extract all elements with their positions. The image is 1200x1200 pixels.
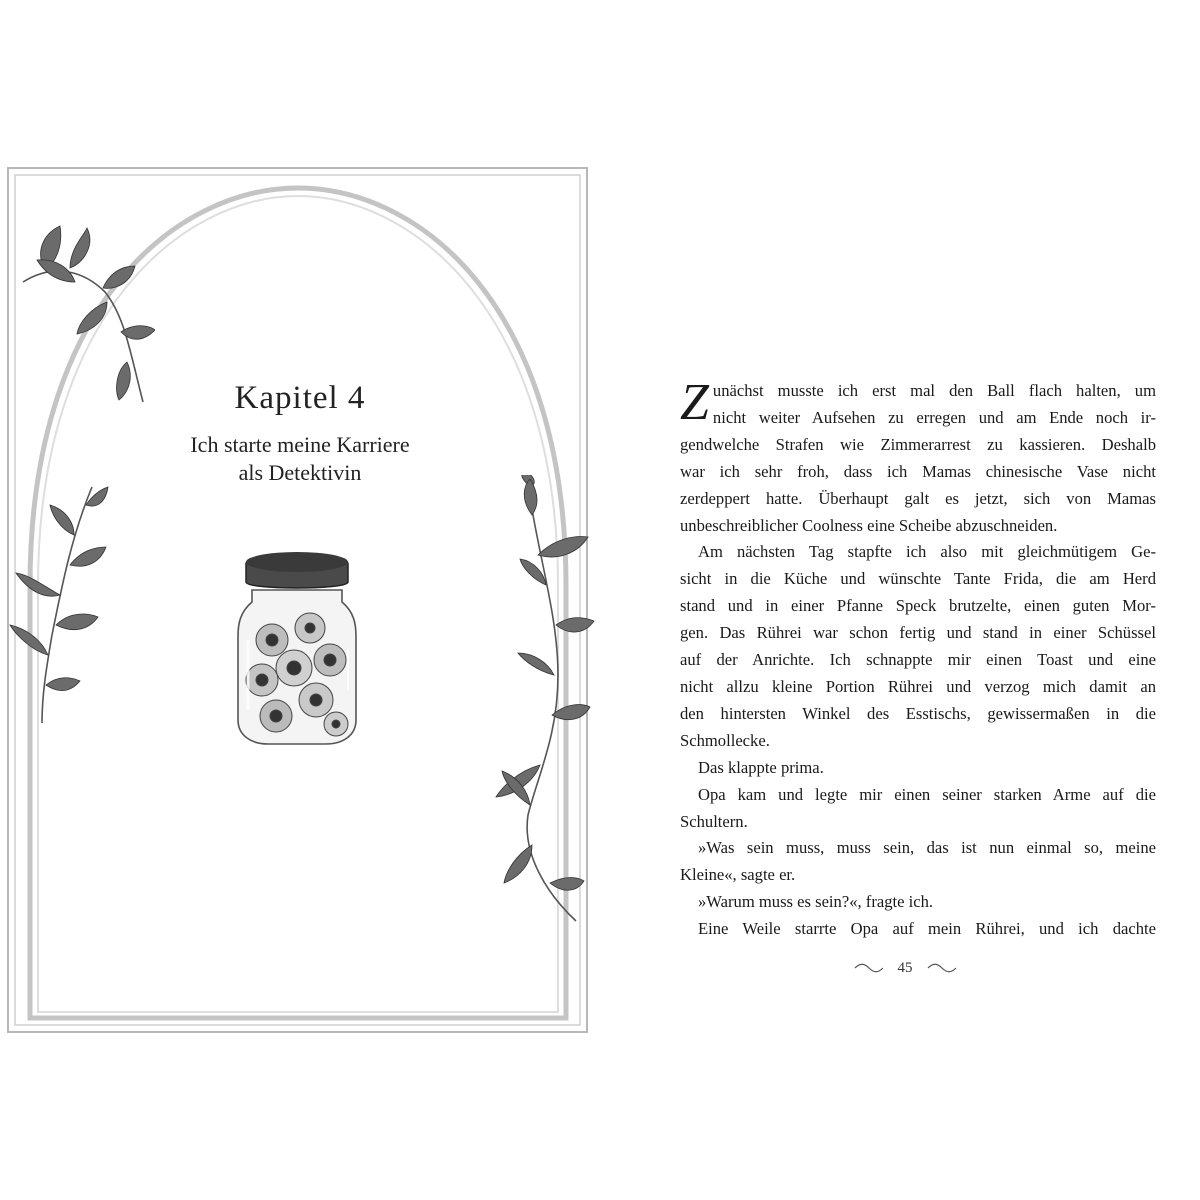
paragraph-1 xyxy=(680,374,1156,539)
right-page-text xyxy=(680,374,1156,943)
text-line: zerdeppert hatte. Überhaupt galt es jetzt, sich von Mamas xyxy=(680,488,1156,508)
text-line: unbeschreiblicher Coolness eine Scheibe abzuschneiden. xyxy=(680,515,1058,535)
text-line: stand und in einer Pfanne Speck brutzelte, einen guten Mor- xyxy=(680,596,1156,616)
text-line: unächst musste ich erst mal den Ball flach halten, um xyxy=(712,381,1156,400)
text-line: gendwelche Strafen wie Zimmerarrest zu kassieren. Deshalb xyxy=(680,434,1156,454)
text-line: Schmollecke. xyxy=(680,730,770,750)
text-line: Kleine«, sagte er. xyxy=(680,865,796,885)
swash-left-icon xyxy=(854,962,884,974)
paragraph-5 xyxy=(680,835,1156,889)
paragraph-6 xyxy=(680,889,1156,916)
leaf-vine-right-icon xyxy=(458,475,598,925)
page-number-footer xyxy=(840,956,970,980)
chapter-label: Kapitel 4 xyxy=(234,380,366,416)
text-line: war ich sehr froh, dass ich Mamas chinesische Vase nicht xyxy=(680,461,1156,481)
chapter-title-line2: als Detektivin xyxy=(238,460,362,485)
eyeball-jar-icon xyxy=(232,540,362,750)
paragraph-7 xyxy=(680,916,1156,943)
leaf-vine-left-icon xyxy=(2,485,122,725)
text-line: den hintersten Winkel des Esstischs, gewissermaßen in die xyxy=(680,703,1156,723)
text-line: »Was sein muss, muss sein, das ist nun einmal so, meine xyxy=(698,838,1156,858)
drop-cap: Z xyxy=(680,374,709,431)
chapter-title-line1: Ich starte meine Karriere xyxy=(190,432,410,457)
swash-right-icon xyxy=(927,962,957,974)
text-line: Eine Weile starrte Opa auf mein Rührei, und ich dachte xyxy=(698,919,1156,939)
text-line: Das klappte prima. xyxy=(698,757,824,777)
text-line: Opa kam und legte mir einen seiner starken Arme auf die xyxy=(698,784,1156,804)
text-line: Schultern. xyxy=(680,811,748,831)
paragraph-3 xyxy=(680,755,1156,782)
text-line: »Warum muss es sein?«, fragte ich. xyxy=(698,892,934,912)
text-line: auf der Anrichte. Ich schnappte mir einen Toast und eine xyxy=(680,650,1156,670)
text-line: gen. Das Rührei war schon fertig und stand in einer Schüssel xyxy=(680,623,1156,643)
text-line: sicht in die Küche und wünschte Tante Frida, die am Herd xyxy=(680,569,1156,589)
paragraph-2 xyxy=(680,539,1156,754)
text-line: nicht weiter Aufsehen zu erregen und am Ende noch ir- xyxy=(712,407,1156,427)
text-line: Am nächsten Tag stapfte ich also mit gleichmütigem Ge- xyxy=(698,542,1156,562)
page-number: 45 xyxy=(897,959,913,976)
paragraph-4 xyxy=(680,782,1156,836)
text-line: nicht allzu kleine Portion Rührei und verzog mich damit an xyxy=(680,676,1156,696)
